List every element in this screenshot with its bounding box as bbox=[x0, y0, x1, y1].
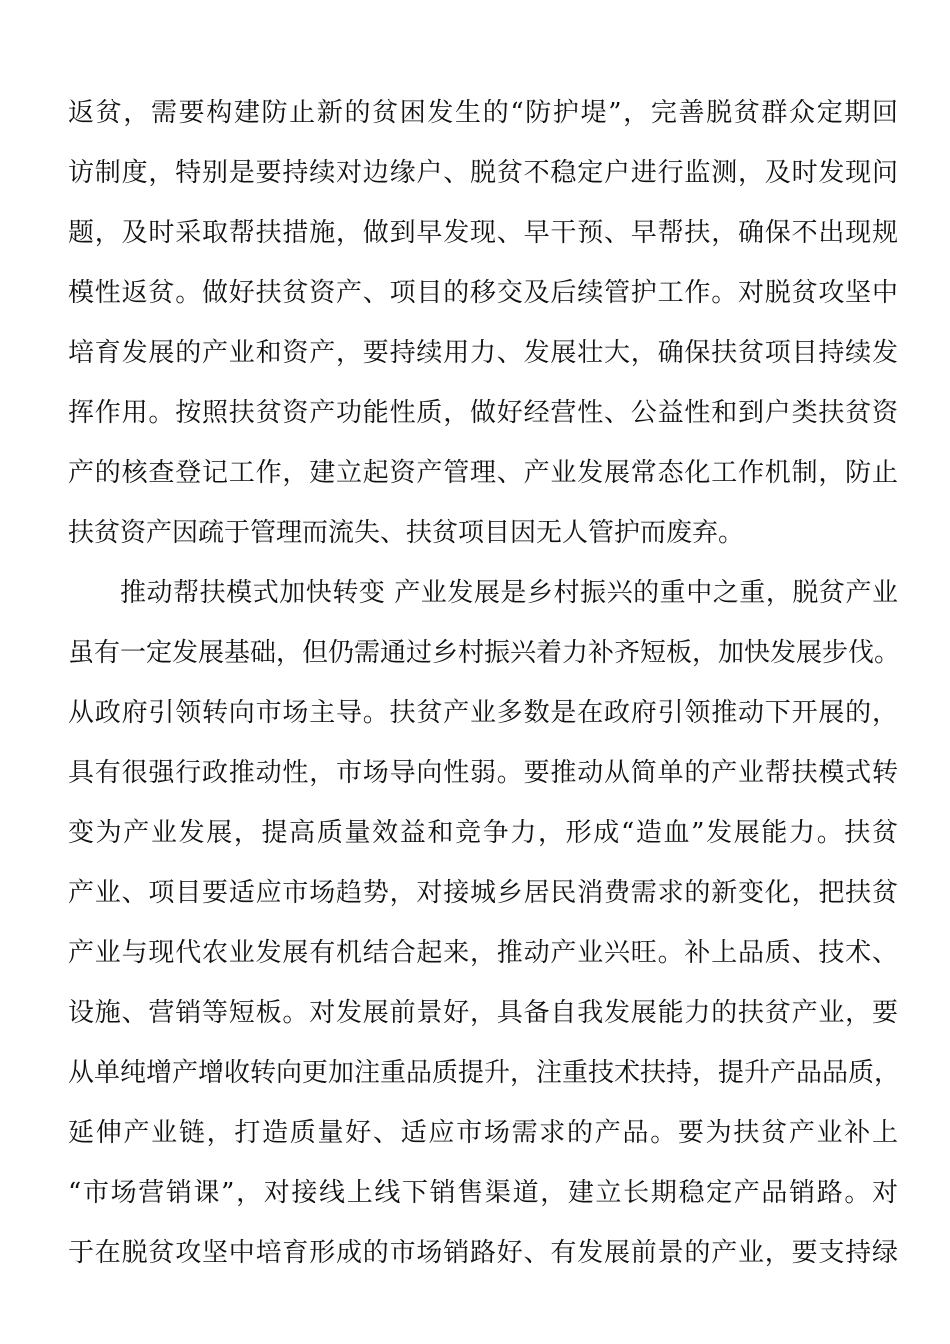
paragraph-2-line-5: 变为产业发展，提高质量效益和竞争力，形成“造血”发展能力。扶贫 bbox=[68, 818, 898, 848]
paragraph-1-line-1: 返贫，需要构建防止新的贫困发生的“防护堤”，完善脱贫群众定期回 bbox=[68, 98, 898, 128]
paragraph-1-line-3: 题，及时采取帮扶措施，做到早发现、早干预、早帮扶，确保不出现规 bbox=[68, 218, 898, 248]
paragraph-2-line-8: 设施、营销等短板。对发展前景好，具备自我发展能力的扶贫产业，要 bbox=[68, 998, 898, 1028]
paragraph-2-line-1: 推动帮扶模式加快转变 产业发展是乡村振兴的重中之重，脱贫产业 bbox=[120, 578, 898, 608]
paragraph-2-line-11: “市场营销课”，对接线上线下销售渠道，建立长期稳定产品销路。对 bbox=[68, 1178, 898, 1208]
paragraph-2-line-6: 产业、项目要适应市场趋势，对接城乡居民消费需求的新变化，把扶贫 bbox=[68, 878, 898, 908]
paragraph-2-line-4: 具有很强行政推动性，市场导向性弱。要推动从简单的产业帮扶模式转 bbox=[68, 758, 898, 788]
paragraph-2-line-3: 从政府引领转向市场主导。扶贫产业多数是在政府引领推动下开展的， bbox=[68, 698, 898, 728]
paragraph-1-line-6: 挥作用。按照扶贫资产功能性质，做好经营性、公益性和到户类扶贫资 bbox=[68, 398, 898, 428]
paragraph-1-line-5: 培育发展的产业和资产，要持续用力、发展壮大，确保扶贫项目持续发 bbox=[68, 338, 898, 368]
paragraph-2-line-2: 虽有一定发展基础，但仍需通过乡村振兴着力补齐短板，加快发展步伐。 bbox=[68, 638, 901, 668]
paragraph-1-line-4: 模性返贫。做好扶贫资产、项目的移交及后续管护工作。对脱贫攻坚中 bbox=[68, 278, 898, 308]
paragraph-2-line-9: 从单纯增产增收转向更加注重品质提升，注重技术扶持，提升产品品质， bbox=[68, 1058, 901, 1088]
paragraph-1-line-2: 访制度，特别是要持续对边缘户、脱贫不稳定户进行监测，及时发现问 bbox=[68, 158, 898, 188]
paragraph-2-line-7: 产业与现代农业发展有机结合起来，推动产业兴旺。补上品质、技术、 bbox=[68, 938, 898, 968]
paragraph-2-line-10: 延伸产业链，打造质量好、适应市场需求的产品。要为扶贫产业补上 bbox=[68, 1118, 898, 1148]
paragraph-1-line-8: 扶贫资产因疏于管理而流失、扶贫项目因无人管护而废弃。 bbox=[68, 518, 745, 548]
paragraph-2-line-12: 于在脱贫攻坚中培育形成的市场销路好、有发展前景的产业，要支持绿 bbox=[68, 1238, 898, 1268]
paragraph-1-line-7: 产的核查登记工作，建立起资产管理、产业发展常态化工作机制，防止 bbox=[68, 458, 898, 488]
